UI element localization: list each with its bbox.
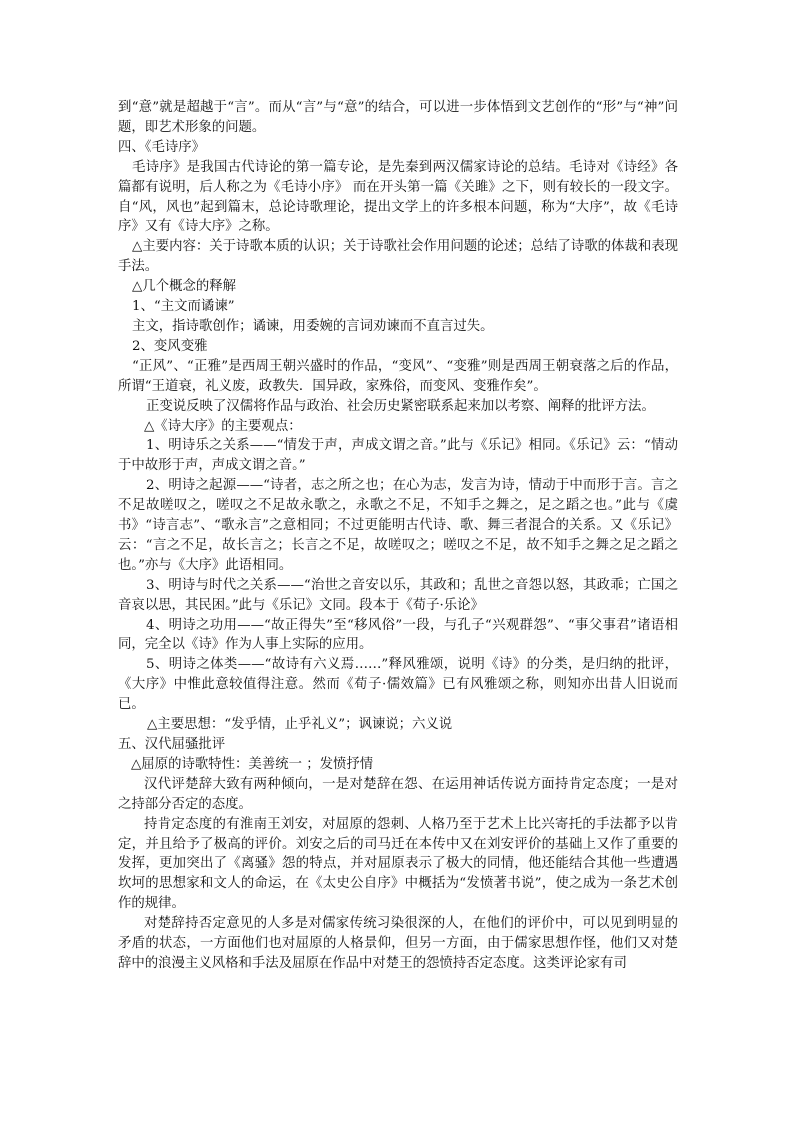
- qu-yuan-traits: △屈原的诗歌特性：美善统一 ；发愤抒情: [131, 756, 374, 772]
- point-4: 4、明诗之功用——“故正得失”至“移风俗”一段，与孔子“兴观群怨”、“事父事君”诸语相同，完全以《诗》作为人事上实际的应用。: [118, 617, 678, 653]
- paragraph-negative-view: 对楚辞持否定意见的人多是对儒家传统习染很深的人，在他们的评价中，可以见到明显的矛盾的状态，一方面他们也对屈原的人格景仰，但另一方面，由于儒家思想作怪，他们又对楚辞中的浪漫主义风格和手法及屈原在作品中对楚王的怨愤持否定态度。这类评论家有司: [118, 916, 678, 971]
- point-2: 2、明诗之起源——“诗者，志之所之也；在心为志，发言为诗，情动于中而形于言。言之不足故嗟叹之，嗟叹之不足故永歌之，永歌之不足，不知手之舞之，足之蹈之也。”此与《虞书》“诗言志”、“歌永言”之意相同；不过更能明古代诗、歌、舞三者混合的关系。又《乐记》云：“言之不足，故长言之；长言之不足，故嗟叹之；嗟叹之不足，故不知手之舞之足之蹈之也。”亦与《大序》此语相同。: [118, 478, 678, 573]
- paragraph-intro-continuation: 到“意”就是超越于“言”。而从“言”与“意”的结合，可以进一步体悟到文艺创作的“形”与“神”问题，即艺术形象的问题。: [118, 100, 678, 135]
- paragraph-zheng-bian: 正变说反映了汉儒将作品与政治、社会历史紧密联系起来加以考察、阐释的批评方法。: [146, 398, 655, 414]
- main-ideas: △主要思想：“发乎情，止乎礼义”；讽谏说；六义说: [147, 717, 453, 733]
- paragraph-mao-shi-xu-overview: 毛诗序》是我国古代诗论的第一篇专论，是先秦到两汉儒家诗论的总结。毛诗对《诗经》各篇都有说明，后人称之为《毛诗小序》 而在开头第一篇《关雎》之下，则有较长的一段文字。自“风，风也”起到篇末，总论诗歌理论，提出文学上的许多根本问题，称为“大序”，故《毛诗序》又有《诗大序》之称。: [118, 159, 678, 235]
- paragraph-positive-view: 持肯定态度的有淮南王刘安，对屈原的怨刺、人格乃至于艺术上比兴寄托的手法都予以肯定，并且给予了极高的评价。刘安之后的司马迁在本传中又在刘安评价的基础上又作了重要的发挥，更加突出了《离骚》怨的特点，并对屈原表示了极大的同情，他还能结合其他一些遭遇坎坷的思想家和文人的命运，在《太史公自序》中概括为“发愤著书说”，使之成为一条艺术创作的规律。: [118, 816, 678, 912]
- concept-definition-2: “正风”、“正雅”是西周王朝兴盛时的作品，“变风”、“变雅”则是西周王朝衰落之后的作品，所谓“王道衰，礼义废，政教失．国异政，家殊俗，而变风、变雅作矣”。: [118, 358, 678, 394]
- subheading-main-points: △《诗大序》的主要观点：: [144, 418, 302, 434]
- concept-definition-1: 主文，指诗歌创作；谲谏，用委婉的言词劝谏而不直言过失。: [132, 318, 494, 334]
- document-page: [118, 98, 678, 974]
- paragraph-two-tendencies: 汉代评楚辞大致有两种倾向，一是对楚辞在怨、在运用神话传说方面持肯定态度；一是对之持部分否定的态度。: [118, 776, 678, 812]
- point-1: 1、明诗乐之关系——“情发于声，声成文谓之音。”此与《乐记》相同。《乐记》云：“情动于中故形于声，声成文谓之音。”: [118, 438, 678, 474]
- point-5: 5、明诗之体类——“故诗有六义焉……”释风雅颂，说明《诗》的分类，是归纳的批评，《大序》中惟此意较值得注意。然而《荀子·儒效篇》已有风雅颂之称，则知亦出昔人旧说而已。: [118, 657, 678, 713]
- point-3: 3、明诗与时代之关系——“治世之音安以乐，其政和；乱世之音怨以怒，其政乖；亡国之音哀以思，其民困。”此与《乐记》文同。段本于《荀子·乐论》: [118, 577, 678, 613]
- section-heading-mao-shi-xu: 四、《毛诗序》: [118, 139, 206, 155]
- concept-heading-2: 2、变风变雅: [132, 338, 208, 354]
- paragraph-main-content: △主要内容：关于诗歌本质的认识；关于诗歌社会作用问题的论述；总结了诗歌的体裁和表现手法。: [118, 239, 678, 275]
- section-heading-qu-sao: 五、汉代屈骚批评: [118, 737, 226, 752]
- concept-heading-1: 1、“主文而谲谏”: [132, 299, 235, 315]
- subheading-concepts: △几个概念的释解: [132, 279, 237, 295]
